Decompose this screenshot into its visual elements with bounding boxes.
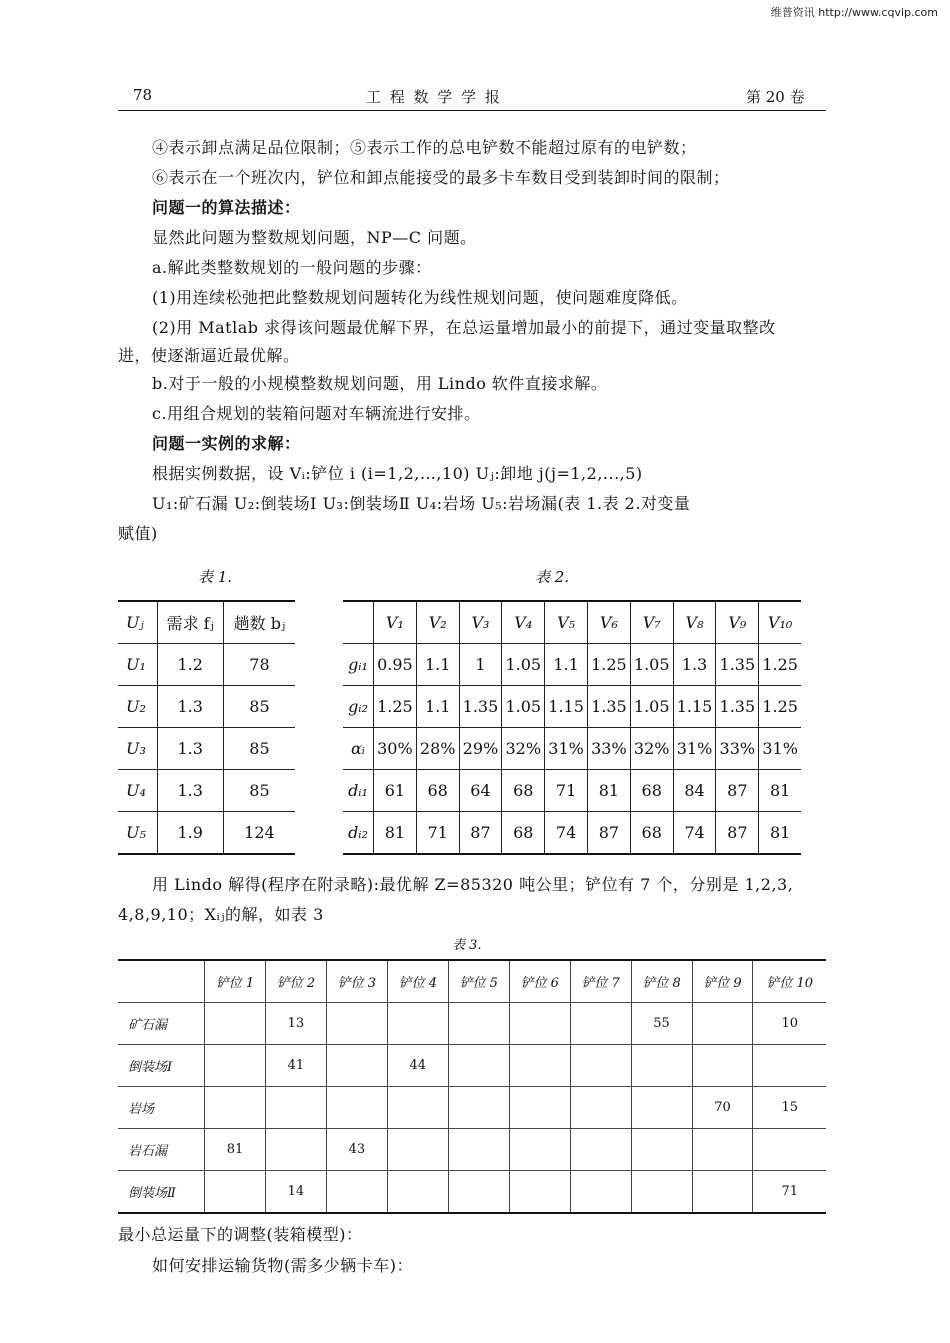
table-cell: 87 bbox=[587, 812, 630, 855]
table-cell: 矿石漏 bbox=[118, 1003, 205, 1045]
table-cell bbox=[387, 1087, 448, 1129]
table-cell: 铲位 9 bbox=[692, 960, 753, 1003]
table-row bbox=[118, 1129, 826, 1171]
table-cell: 87 bbox=[459, 812, 502, 855]
text-line: ④表示卸点满足品位限制；⑤表示工作的总电铲数不能超过原有的电铲数； bbox=[152, 138, 697, 157]
table3-caption: 表 3. bbox=[452, 938, 482, 953]
table-2 bbox=[343, 600, 801, 855]
table-cell: 1.05 bbox=[630, 686, 673, 728]
table-cell: 趟数 bⱼ bbox=[223, 601, 295, 644]
table-cell: V₁ bbox=[374, 601, 417, 644]
table-cell bbox=[387, 1003, 448, 1045]
table-cell: 85 bbox=[223, 728, 295, 770]
table-cell: 70 bbox=[692, 1087, 753, 1129]
table-cell: 1.1 bbox=[416, 686, 459, 728]
table-cell: 85 bbox=[223, 770, 295, 812]
table-cell: 铲位 10 bbox=[753, 960, 826, 1003]
table-cell: 1.25 bbox=[759, 644, 801, 686]
table-cell: 1.25 bbox=[587, 644, 630, 686]
text-line: 4,8,9,10；Xᵢⱼ的解，如表 3 bbox=[118, 905, 324, 924]
table-cell: V₄ bbox=[502, 601, 545, 644]
table-cell: 1.15 bbox=[673, 686, 716, 728]
table-3 bbox=[118, 959, 826, 1214]
text-line: a.解此类整数规划的一般问题的步骤： bbox=[152, 258, 432, 277]
table-cell: 1.3 bbox=[157, 728, 223, 770]
table-cell bbox=[387, 1171, 448, 1214]
table-cell: 铲位 6 bbox=[509, 960, 570, 1003]
table-cell: U₅ bbox=[118, 812, 157, 855]
table-cell: 1.3 bbox=[157, 686, 223, 728]
table-cell: 铲位 1 bbox=[205, 960, 266, 1003]
table-row bbox=[118, 812, 295, 855]
text-line: U₁:矿石漏 U₂:倒装场Ⅰ U₃:倒装场Ⅱ U₄:岩场 U₅:岩场漏(表 1.表 2.对变量 bbox=[152, 494, 691, 513]
text-line: 如何安排运输货物(需多少辆卡车)： bbox=[152, 1256, 413, 1275]
table-cell bbox=[509, 1129, 570, 1171]
table-row bbox=[118, 1045, 826, 1087]
table-cell: 44 bbox=[387, 1045, 448, 1087]
text-line: 根据实例数据，设 Vᵢ:铲位 i (i=1,2,…,10) Uⱼ:卸地 j(j=1,2,...,5) bbox=[152, 464, 643, 483]
table-cell bbox=[343, 601, 374, 644]
table-cell: 铲位 3 bbox=[326, 960, 387, 1003]
table-cell: 81 bbox=[374, 812, 417, 855]
text-line: (2)用 Matlab 求得该问题最优解下界，在总运量增加最小的前提下，通过变量取整改 bbox=[152, 318, 776, 337]
table-cell: 铲位 2 bbox=[265, 960, 326, 1003]
table-cell bbox=[205, 1087, 266, 1129]
table-cell: 铲位 7 bbox=[570, 960, 631, 1003]
table-cell bbox=[448, 1129, 509, 1171]
table-cell: V₈ bbox=[673, 601, 716, 644]
table-1 bbox=[118, 600, 295, 855]
table-row bbox=[343, 644, 801, 686]
table-cell: 71 bbox=[416, 812, 459, 855]
table-cell: 需求 fⱼ bbox=[157, 601, 223, 644]
table-cell bbox=[509, 1045, 570, 1087]
text-line: ⑥表示在一个班次内，铲位和卸点能接受的最多卡车数目受到装卸时间的限制； bbox=[152, 168, 730, 187]
table-cell: 32% bbox=[630, 728, 673, 770]
table-cell: U₃ bbox=[118, 728, 157, 770]
table-cell: 1.25 bbox=[759, 686, 801, 728]
table-cell: 43 bbox=[326, 1129, 387, 1171]
table-row bbox=[118, 1003, 826, 1045]
header-rule bbox=[118, 110, 826, 111]
table-row bbox=[118, 1171, 826, 1214]
table-cell: 14 bbox=[265, 1171, 326, 1214]
table-cell: 30% bbox=[374, 728, 417, 770]
table-cell bbox=[448, 1171, 509, 1214]
table-cell: 1.2 bbox=[157, 644, 223, 686]
table-cell: 87 bbox=[716, 812, 759, 855]
table-cell: U₂ bbox=[118, 686, 157, 728]
table-cell: 87 bbox=[716, 770, 759, 812]
table2-caption: 表 2. bbox=[535, 568, 570, 586]
table-row bbox=[343, 728, 801, 770]
text-line: 用 Lindo 解得(程序在附录略):最优解 Z=85320 吨公里；铲位有 7 个，分别是 1,2,3, bbox=[152, 875, 794, 894]
table-cell: 1.1 bbox=[545, 644, 588, 686]
table-row bbox=[118, 686, 295, 728]
table-cell: 55 bbox=[631, 1003, 692, 1045]
table-cell: 1.35 bbox=[716, 644, 759, 686]
table-cell bbox=[753, 1045, 826, 1087]
table-cell: 124 bbox=[223, 812, 295, 855]
table-cell bbox=[570, 1129, 631, 1171]
table-cell: 1.3 bbox=[157, 770, 223, 812]
table-cell bbox=[326, 1003, 387, 1045]
table-cell bbox=[631, 1171, 692, 1214]
text-line: 进，使逐渐逼近最优解。 bbox=[118, 346, 300, 365]
table-cell: V₁₀ bbox=[759, 601, 801, 644]
table-cell: 74 bbox=[673, 812, 716, 855]
table-cell: 31% bbox=[673, 728, 716, 770]
table-cell: 68 bbox=[630, 812, 673, 855]
table-cell: 10 bbox=[753, 1003, 826, 1045]
table-cell: 1.15 bbox=[545, 686, 588, 728]
table-row bbox=[118, 728, 295, 770]
volume-label: 第 20 卷 bbox=[746, 88, 805, 106]
table-cell bbox=[448, 1045, 509, 1087]
table-cell: 1 bbox=[459, 644, 502, 686]
table-cell: 1.05 bbox=[502, 644, 545, 686]
table-cell: V₅ bbox=[545, 601, 588, 644]
table-cell bbox=[326, 1087, 387, 1129]
table-cell: 68 bbox=[502, 770, 545, 812]
table-cell: 铲位 8 bbox=[631, 960, 692, 1003]
table-cell: 31% bbox=[545, 728, 588, 770]
table-cell: 岩石漏 bbox=[118, 1129, 205, 1171]
table-cell: 1.9 bbox=[157, 812, 223, 855]
table-cell bbox=[631, 1087, 692, 1129]
section-heading: 问题一的算法描述： bbox=[152, 198, 301, 217]
table-cell: 1.05 bbox=[630, 644, 673, 686]
table-row bbox=[118, 770, 295, 812]
table-cell: V₂ bbox=[416, 601, 459, 644]
table-cell: 32% bbox=[502, 728, 545, 770]
table-cell: 31% bbox=[759, 728, 801, 770]
table-cell bbox=[570, 1087, 631, 1129]
table-cell: 1.35 bbox=[716, 686, 759, 728]
table-cell: gᵢ₂ bbox=[343, 686, 374, 728]
table-cell: 33% bbox=[716, 728, 759, 770]
table-cell: V₆ bbox=[587, 601, 630, 644]
table-cell bbox=[265, 1087, 326, 1129]
table-cell: 1.1 bbox=[416, 644, 459, 686]
table-row bbox=[343, 770, 801, 812]
table-cell: 68 bbox=[416, 770, 459, 812]
table-cell bbox=[265, 1129, 326, 1171]
table-cell: 倒装场Ⅱ bbox=[118, 1171, 205, 1214]
table-cell: 33% bbox=[587, 728, 630, 770]
table-cell: dᵢ₁ bbox=[343, 770, 374, 812]
table-cell: 81 bbox=[205, 1129, 266, 1171]
page-number: 78 bbox=[133, 86, 153, 104]
table-cell: αᵢ bbox=[343, 728, 374, 770]
table-row bbox=[118, 644, 295, 686]
text-line: (1)用连续松弛把此整数规划问题转化为线性规划问题，使问题难度降低。 bbox=[152, 288, 688, 307]
table-cell: 1.3 bbox=[673, 644, 716, 686]
table-header-row bbox=[343, 601, 801, 644]
table-cell bbox=[692, 1129, 753, 1171]
table-cell: U₁ bbox=[118, 644, 157, 686]
table-cell: 68 bbox=[502, 812, 545, 855]
table-cell: 岩场 bbox=[118, 1087, 205, 1129]
table-cell bbox=[326, 1045, 387, 1087]
table-cell: dᵢ₂ bbox=[343, 812, 374, 855]
table-cell: Uⱼ bbox=[118, 601, 157, 644]
text-line: 最小总运量下的调整(装箱模型)： bbox=[118, 1225, 363, 1244]
table-cell: 铲位 4 bbox=[387, 960, 448, 1003]
table-cell bbox=[509, 1171, 570, 1214]
table-cell bbox=[753, 1129, 826, 1171]
table-cell bbox=[448, 1087, 509, 1129]
table-cell: 29% bbox=[459, 728, 502, 770]
table-cell: 15 bbox=[753, 1087, 826, 1129]
text-line: c.用组合规划的装箱问题对车辆流进行安排。 bbox=[152, 404, 481, 423]
table-cell: V₉ bbox=[716, 601, 759, 644]
table-cell bbox=[387, 1129, 448, 1171]
table-cell: 41 bbox=[265, 1045, 326, 1087]
table-cell: 61 bbox=[374, 770, 417, 812]
table-cell bbox=[631, 1045, 692, 1087]
table-cell bbox=[118, 960, 205, 1003]
journal-title: 工 程 数 学 学 报 bbox=[366, 88, 502, 106]
table-cell: 13 bbox=[265, 1003, 326, 1045]
table-cell: 84 bbox=[673, 770, 716, 812]
table-cell bbox=[326, 1171, 387, 1214]
table-cell: 1.35 bbox=[459, 686, 502, 728]
table-cell bbox=[570, 1003, 631, 1045]
text-line: 赋值) bbox=[118, 524, 158, 543]
table-cell: V₇ bbox=[630, 601, 673, 644]
table-cell: 71 bbox=[753, 1171, 826, 1214]
table-cell bbox=[205, 1003, 266, 1045]
table-cell: 85 bbox=[223, 686, 295, 728]
table-row bbox=[343, 812, 801, 855]
table-cell: U₄ bbox=[118, 770, 157, 812]
text-line: b.对于一般的小规模整数规划问题，用 Lindo 软件直接求解。 bbox=[152, 374, 608, 393]
table-cell bbox=[692, 1171, 753, 1214]
table-cell bbox=[692, 1003, 753, 1045]
table-cell: 64 bbox=[459, 770, 502, 812]
table-row bbox=[118, 1087, 826, 1129]
table-cell: 71 bbox=[545, 770, 588, 812]
table-cell: 0.95 bbox=[374, 644, 417, 686]
table-cell bbox=[448, 1003, 509, 1045]
table-cell: 81 bbox=[759, 812, 801, 855]
watermark: 维普资讯 http://www.cqvip.com bbox=[770, 6, 938, 19]
table-cell: 1.35 bbox=[587, 686, 630, 728]
table-cell: 铲位 5 bbox=[448, 960, 509, 1003]
table-header-row bbox=[118, 601, 295, 644]
section-heading: 问题一实例的求解： bbox=[152, 434, 301, 453]
table-cell: 78 bbox=[223, 644, 295, 686]
table-cell bbox=[570, 1045, 631, 1087]
table-cell bbox=[205, 1171, 266, 1214]
table-cell bbox=[570, 1171, 631, 1214]
table-cell: V₃ bbox=[459, 601, 502, 644]
table-cell: 1.05 bbox=[502, 686, 545, 728]
table-header-row bbox=[118, 960, 826, 1003]
table-cell: 81 bbox=[759, 770, 801, 812]
table-cell: 68 bbox=[630, 770, 673, 812]
table1-caption: 表 1. bbox=[198, 568, 233, 586]
table-row bbox=[343, 686, 801, 728]
table-cell: gᵢ₁ bbox=[343, 644, 374, 686]
text-line: 显然此问题为整数规划问题，NP—C 问题。 bbox=[152, 228, 477, 247]
table-cell: 28% bbox=[416, 728, 459, 770]
table-cell: 74 bbox=[545, 812, 588, 855]
table-cell bbox=[205, 1045, 266, 1087]
table-cell bbox=[509, 1087, 570, 1129]
table-cell bbox=[631, 1129, 692, 1171]
table-cell: 倒装场Ⅰ bbox=[118, 1045, 205, 1087]
table-cell: 81 bbox=[587, 770, 630, 812]
table-cell: 1.25 bbox=[374, 686, 417, 728]
table-cell bbox=[509, 1003, 570, 1045]
table-cell bbox=[692, 1045, 753, 1087]
